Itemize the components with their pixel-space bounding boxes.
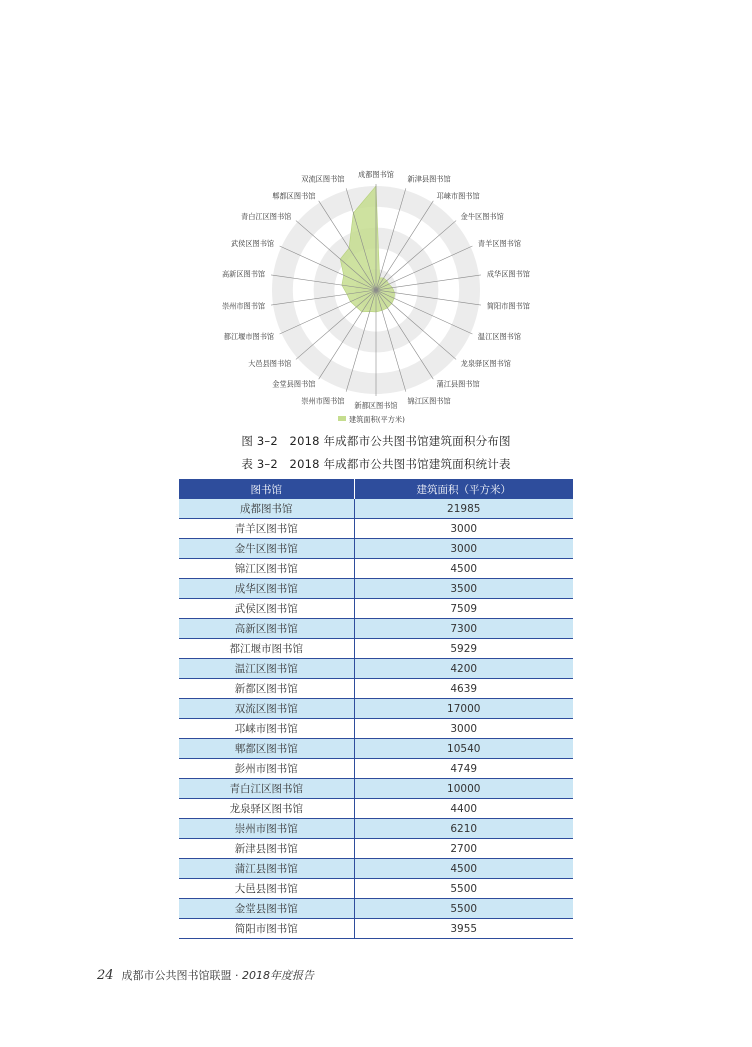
table-row xyxy=(179,659,573,679)
radar-label: 青羊区图书馆 xyxy=(477,238,522,248)
radar-label: 邛崃市图书馆 xyxy=(436,191,480,201)
footer-year-report: 2018年度报告 xyxy=(242,969,315,982)
cell-library: 金堂县图书馆 xyxy=(179,899,354,919)
cell-library: 彭州市图书馆 xyxy=(179,759,354,779)
radar-label: 大邑县图书馆 xyxy=(248,358,292,368)
cell-library: 郫都区图书馆 xyxy=(179,739,354,759)
cell-library: 成华区图书馆 xyxy=(179,579,354,599)
table-row xyxy=(179,799,573,819)
radar-label: 新津县图书馆 xyxy=(407,174,451,184)
table-row xyxy=(179,579,573,599)
cell-area: 3955 xyxy=(354,919,573,939)
cell-area: 2700 xyxy=(354,839,573,859)
page-number: 24 xyxy=(97,968,114,983)
radar-label: 蒲江县图书馆 xyxy=(436,379,480,389)
radar-label: 锦江区图书馆 xyxy=(407,396,451,406)
radar-label: 温江区图书馆 xyxy=(477,332,522,342)
radar-svg xyxy=(186,164,566,426)
radar-label: 都江堰市图书馆 xyxy=(223,332,275,342)
radar-label: 金堂县图书馆 xyxy=(272,379,316,389)
radar-label: 金牛区图书馆 xyxy=(460,212,504,222)
table-row xyxy=(179,499,573,519)
radar-label: 新都区图书馆 xyxy=(354,401,398,410)
area-table xyxy=(179,479,573,939)
table-row xyxy=(179,619,573,639)
cell-area: 4749 xyxy=(354,759,573,779)
header-area: 建筑面积（平方米） xyxy=(354,479,573,499)
table-row xyxy=(179,699,573,719)
cell-library: 高新区图书馆 xyxy=(179,619,354,639)
radar-label: 成华区图书馆 xyxy=(486,269,531,279)
cell-area: 21985 xyxy=(354,499,573,519)
legend-swatch xyxy=(338,416,346,421)
table-row xyxy=(179,859,573,879)
cell-library: 简阳市图书馆 xyxy=(179,919,354,939)
table-row xyxy=(179,539,573,559)
table-row xyxy=(179,899,573,919)
cell-library: 成都图书馆 xyxy=(179,499,354,519)
cell-library: 蒲江县图书馆 xyxy=(179,859,354,879)
cell-area: 4200 xyxy=(354,659,573,679)
footer-title: 成都市公共图书馆联盟 · xyxy=(121,969,243,982)
cell-area: 4639 xyxy=(354,679,573,699)
cell-area: 7509 xyxy=(354,599,573,619)
radar-label: 龙泉驿区图书馆 xyxy=(460,358,511,368)
table-row xyxy=(179,919,573,939)
cell-area: 10000 xyxy=(354,779,573,799)
radar-label: 成都图书馆 xyxy=(358,170,394,179)
cell-library: 龙泉驿区图书馆 xyxy=(179,799,354,819)
table-row xyxy=(179,599,573,619)
cell-area: 7300 xyxy=(354,619,573,639)
table-row xyxy=(179,559,573,579)
cell-library: 邛崃市图书馆 xyxy=(179,719,354,739)
cell-library: 青羊区图书馆 xyxy=(179,519,354,539)
table-row xyxy=(179,679,573,699)
cell-library: 新都区图书馆 xyxy=(179,679,354,699)
cell-area: 4400 xyxy=(354,799,573,819)
cell-area: 5929 xyxy=(354,639,573,659)
header-library: 图书馆 xyxy=(179,479,354,499)
cell-area: 4500 xyxy=(354,559,573,579)
cell-area: 3000 xyxy=(354,719,573,739)
table-row xyxy=(179,639,573,659)
cell-area: 3000 xyxy=(354,519,573,539)
cell-library: 锦江区图书馆 xyxy=(179,559,354,579)
cell-area: 5500 xyxy=(354,879,573,899)
table-body xyxy=(179,499,573,939)
radar-label: 武侯区图书馆 xyxy=(230,238,275,248)
radar-label: 郫都区图书馆 xyxy=(272,191,316,201)
table-row xyxy=(179,819,573,839)
table-caption: 表 3–2 2018 年成都市公共图书馆建筑面积统计表 xyxy=(241,457,511,471)
cell-library: 青白江区图书馆 xyxy=(179,779,354,799)
table-row xyxy=(179,739,573,759)
cell-area: 6210 xyxy=(354,819,573,839)
cell-area: 3000 xyxy=(354,539,573,559)
radar-label: 高新区图书馆 xyxy=(221,269,266,279)
cell-library: 双流区图书馆 xyxy=(179,699,354,719)
cell-library: 温江区图书馆 xyxy=(179,659,354,679)
cell-area: 5500 xyxy=(354,899,573,919)
cell-library: 大邑县图书馆 xyxy=(179,879,354,899)
cell-library: 武侯区图书馆 xyxy=(179,599,354,619)
cell-library: 都江堰市图书馆 xyxy=(179,639,354,659)
radar-label: 崇州市图书馆 xyxy=(301,396,345,406)
radar-label: 简阳市图书馆 xyxy=(486,301,531,311)
cell-area: 3500 xyxy=(354,579,573,599)
cell-area: 17000 xyxy=(354,699,573,719)
cell-library: 崇州市图书馆 xyxy=(179,819,354,839)
table-row xyxy=(179,719,573,739)
cell-area: 10540 xyxy=(354,739,573,759)
cell-library: 新津县图书馆 xyxy=(179,839,354,859)
radar-chart xyxy=(186,164,566,426)
figure-caption: 图 3–2 2018 年成都市公共图书馆建筑面积分布图 xyxy=(241,434,511,448)
cell-library: 金牛区图书馆 xyxy=(179,539,354,559)
table-row xyxy=(179,779,573,799)
table-row xyxy=(179,759,573,779)
table-row xyxy=(179,519,573,539)
cell-area: 4500 xyxy=(354,859,573,879)
radar-label: 双流区图书馆 xyxy=(301,174,345,184)
page-footer xyxy=(97,967,314,983)
table-row xyxy=(179,839,573,859)
table-header-row xyxy=(179,479,573,499)
radar-label: 崇州市图书馆 xyxy=(221,301,266,311)
radar-label: 青白江区图书馆 xyxy=(241,212,292,222)
legend-label: 建筑面积(平方米) xyxy=(349,415,405,424)
table-row xyxy=(179,879,573,899)
